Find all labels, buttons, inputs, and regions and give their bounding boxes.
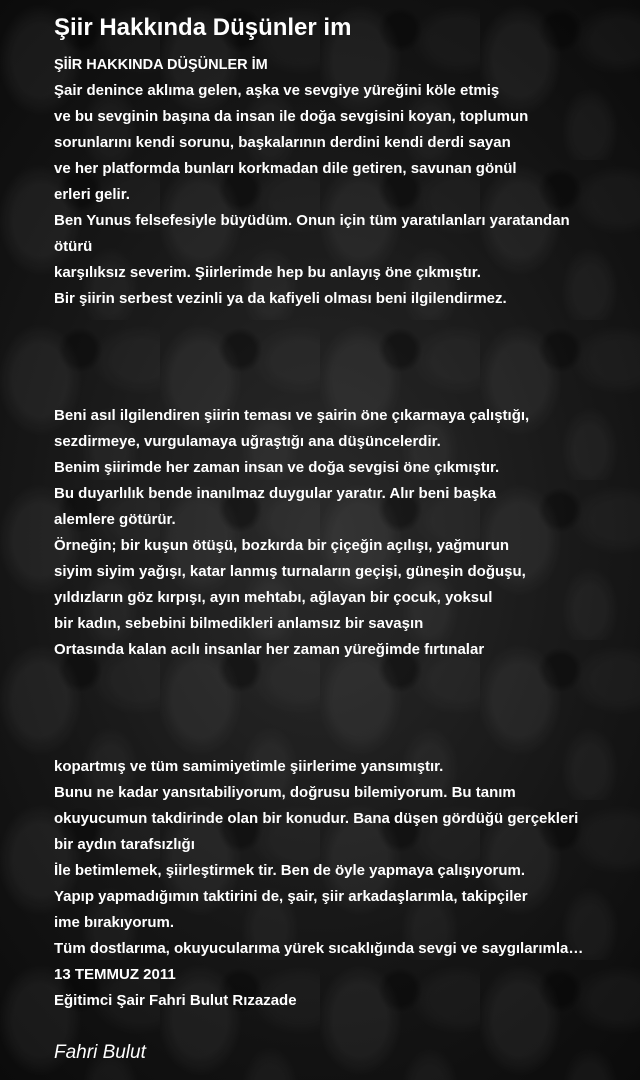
stanza-gap <box>54 312 634 403</box>
poem-line: bir kadın, sebebini bilmedikleri anlamsız bir savaşın <box>54 615 424 632</box>
poem-line: sezdirmeye, vurgulamaya uğraştığı ana düşüncelerdir. <box>54 433 441 450</box>
poem-line: Beni asıl ilgilendiren şiirin teması ve şairin öne çıkarmaya çalıştığı, <box>54 407 530 424</box>
poem-line: Ortasında kalan acılı insanlar her zaman yüreğimde fırtınalar <box>54 641 485 658</box>
poem-line: Yapıp yapmadığımın taktirini de, şair, şiir arkadaşlarımla, takipçiler <box>54 888 528 905</box>
author-name: Fahri Bulut <box>54 1042 146 1063</box>
poem-line: yıldızların göz kırpışı, ayın mehtabı, ağlayan bir çocuk, yoksul <box>54 589 493 606</box>
poem-line: kopartmış ve tüm samimiyetimle şiirlerime yansımıştır. <box>54 758 444 775</box>
poem-line: İle betimlemek, şiirleştirmek tir. Ben de öyle yapmaya çalışıyorum. <box>54 862 526 879</box>
poem-line: alemlere götürür. <box>54 511 176 528</box>
poem-line: siyim siyim yağışı, katar lanmış turnaların geçişi, güneşin doğuşu, <box>54 563 526 580</box>
stanza-gap <box>54 663 634 754</box>
poem-line: ve her platformda bunları korkmadan dile getiren, savunan gönül <box>54 160 517 177</box>
poem-line: bir aydın tarafsızlığı <box>54 836 195 853</box>
poem-line: Bir şiirin serbest vezinli ya da kafiyeli olması beni ilgilendirmez. <box>54 290 507 307</box>
poem-line: Bunu ne kadar yansıtabiliyorum, doğrusu bilemiyorum. Bu tanım <box>54 784 516 801</box>
poem-line: ime bırakıyorum. <box>54 914 175 931</box>
poem-line: Ben Yunus felsefesiyle büyüdüm. Onun için tüm yaratılanları yaratandan <box>54 212 570 229</box>
poem-line: karşılıksız severim. Şiirlerimde hep bu anlayış öne çıkmıştır. <box>54 264 481 281</box>
poem-line: Şair denince aklıma gelen, aşka ve sevgiye yüreğini köle etmiş <box>54 82 500 99</box>
poem-line: sorunlarını kendi sorunu, başkalarının derdini kendi derdi sayan <box>54 134 511 151</box>
poem-heading: ŞİİR HAKKINDA DÜŞÜNLER İM <box>54 57 268 73</box>
poem-date: 13 TEMMUZ 2011 <box>54 966 176 983</box>
poem-line: erleri gelir. <box>54 186 130 203</box>
poem-line: ve bu sevginin başına da insan ile doğa sevgisini koyan, toplumun <box>54 108 529 125</box>
poem-line: Tüm dostlarıma, okuyucularıma yürek sıcaklığında sevgi ve saygılarımla… <box>54 940 584 957</box>
poem-line: Benim şiirimde her zaman insan ve doğa sevgisi öne çıkmıştır. <box>54 459 500 476</box>
poem-line: Bu duyarlılık bende inanılmaz duygular yaratır. Alır beni başka <box>54 485 497 502</box>
poem-signature: Eğitimci Şair Fahri Bulut Rızazade <box>54 992 297 1009</box>
poem-line: Örneğin; bir kuşun ötüşü, bozkırda bir çiçeğin açılışı, yağmurun <box>54 537 510 554</box>
page-title: Şiir Hakkında Düşünler im <box>54 14 352 41</box>
poem-line: ötürü <box>54 238 93 255</box>
poem-body <box>54 52 634 1014</box>
poem-line: okuyucumun takdirinde olan bir konudur. Bana düşen gördüğü gerçekleri <box>54 810 579 827</box>
